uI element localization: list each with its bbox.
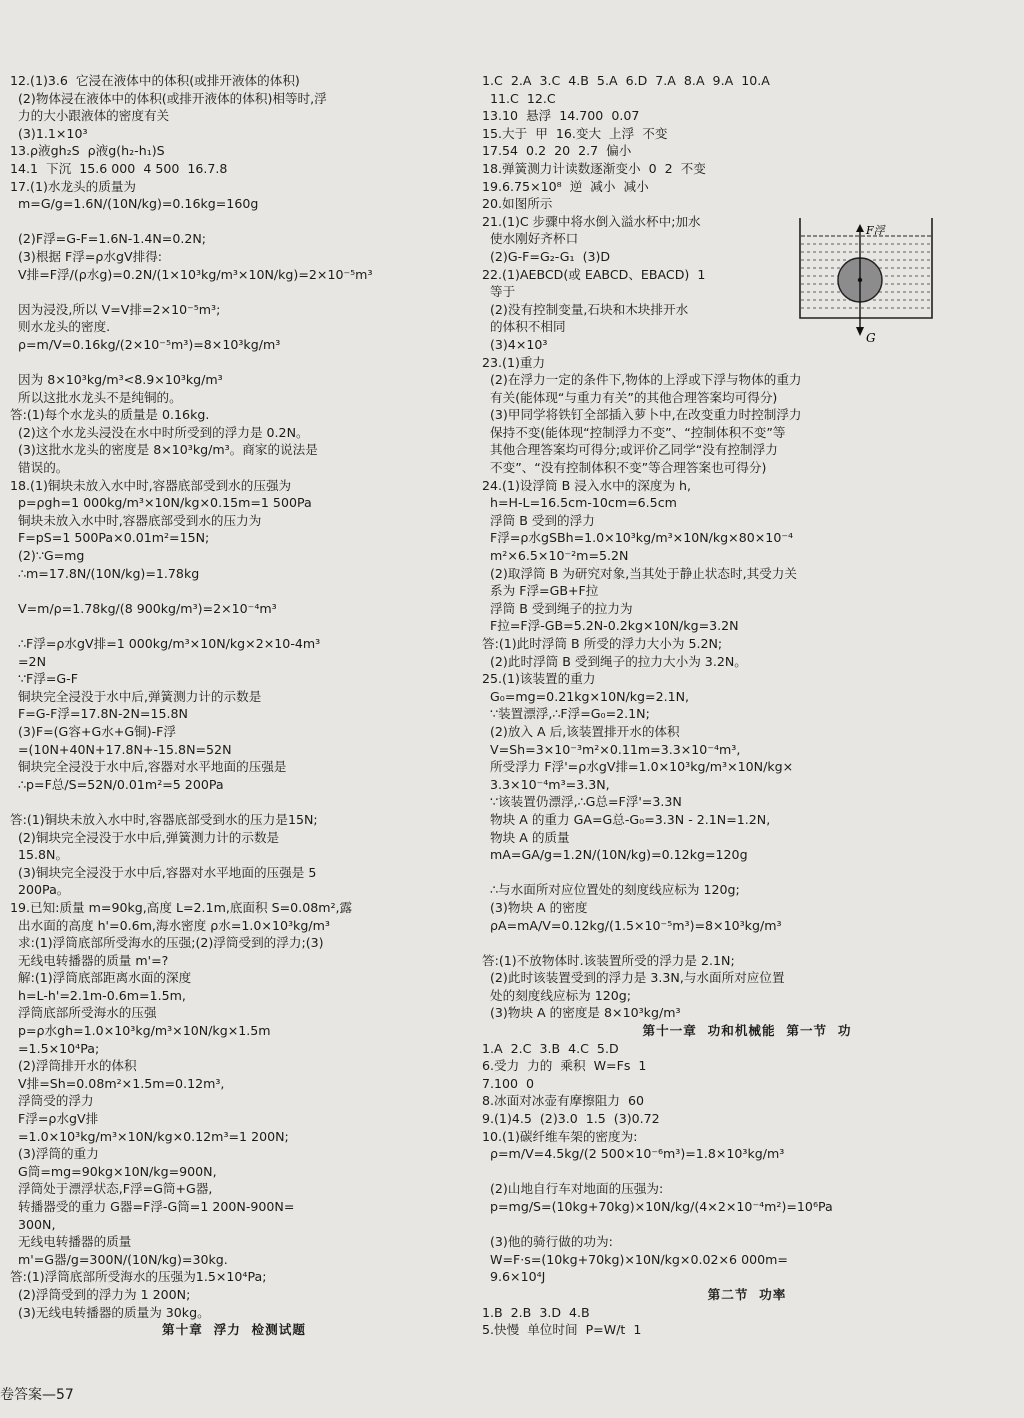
right-answer-line: (3)物块 A 的密度是 8×10³kg/m³: [482, 1005, 681, 1021]
right-answer-line: 9.6×10⁴J: [482, 1269, 546, 1285]
left-answer-line: [10, 793, 458, 811]
left-answer-line: (2)铜块完全浸没于水中后,弹簧测力计的示数是: [10, 829, 280, 845]
left-answer-line: 15.8N。: [10, 847, 69, 863]
left-answer-line: 浮筒底部所受海水的压强: [10, 1005, 157, 1021]
right-answer-line: (3)甲同学将铁钉全部插入萝卜中,在改变重力时控制浮力: [482, 407, 802, 423]
left-answer-line: 13.ρ液gh₂S ρ液g(h₂-h₁)S: [10, 143, 165, 159]
left-answer-line: F浮=ρ水gV排: [10, 1111, 99, 1127]
gravity-arrowhead: [856, 327, 864, 336]
right-answer-line: p=mg/S=(10kg+70kg)×10N/kg/(4×2×10⁻⁴m²)=10⁶Pa: [482, 1199, 833, 1214]
right-answer-line: (2)在浮力一定的条件下,物体的上浮或下浮与物体的重力: [482, 372, 802, 388]
right-answer-line: 浮筒 B 受到绳子的拉力为: [482, 600, 633, 616]
left-answer-line: 14.1 下沉 15.6 000 4 500 16.7.8: [10, 160, 228, 176]
left-answer-line: 无线电转播器的质量: [10, 1234, 132, 1250]
right-answer-line: V=Sh=3×10⁻³m²×0.11m=3.3×10⁻⁴m³,: [482, 741, 741, 757]
right-answer-line: 19.6.75×10⁸ 逆 减小 减小: [482, 178, 649, 194]
left-answer-line: ∴m=17.8N/(10N/kg)=1.78kg: [10, 565, 200, 581]
right-answer-line: 11.C 12.C: [482, 90, 556, 106]
right-answer-line: (2)此时该装置受到的浮力是 3.3N,与水面所对应位置: [482, 970, 785, 986]
right-answer-line: (2)取浮筒 B 为研究对象,当其处于静止状态时,其受力关: [482, 565, 797, 581]
left-answer-line: 出水面的高度 h'=0.6m,海水密度 ρ水=1.0×10³kg/m³: [10, 917, 330, 933]
right-answer-line: 使水刚好齐杯口: [482, 231, 579, 247]
left-answer-line: (2)∵G=mg: [10, 548, 85, 564]
left-answer-line: 求:(1)浮筒底部所受海水的压强;(2)浮筒受到的浮力;(3): [10, 935, 324, 951]
left-answer-line: 第十章 浮力 检测试题: [162, 1322, 306, 1338]
right-answer-line: (2)放入 A 后,该装置排开水的体积: [482, 723, 680, 739]
right-answer-line: 1.B 2.B 3.D 4.B: [482, 1304, 590, 1320]
right-answer-line: G₀=mg=0.21kg×10N/kg=2.1N,: [482, 688, 690, 704]
left-answer-line: V排=Sh=0.08m²×1.5m=0.12m³,: [10, 1075, 225, 1091]
left-answer-line: ∴F浮=ρ水gV排=1 000kg/m³×10N/kg×2×10-4m³: [10, 636, 321, 651]
left-answer-line: 解:(1)浮筒底部距离水面的深度: [10, 970, 192, 986]
left-answer-line: F=G-F浮=17.8N-2N=15.8N: [10, 706, 188, 722]
right-answer-line: [482, 864, 1012, 882]
left-answer-line: F=pS=1 500Pa×0.01m²=15N;: [10, 530, 210, 546]
buoyant-force-arrowhead: [856, 224, 864, 232]
left-answer-line: p=ρgh=1 000kg/m³×10N/kg×0.15m=1 500Pa: [10, 495, 312, 511]
left-answer-line: (2)F浮=G-F=1.6N-1.4N=0.2N;: [10, 231, 207, 247]
right-answer-line: 所受浮力 F浮'=ρ水gV排=1.0×10³kg/m³×10N/kg×: [482, 759, 794, 775]
left-answer-line: 300N,: [10, 1216, 56, 1232]
left-answer-line: 浮筒受的浮力: [10, 1093, 94, 1109]
left-answer-column: [10, 72, 458, 1339]
right-answer-line: 8.冰面对冰壶有摩擦阻力 60: [482, 1093, 644, 1109]
right-answer-line: ∵该装置仍漂浮,∴G总=F浮'=3.3N: [482, 794, 682, 810]
left-answer-line: 19.已知:质量 m=90kg,高度 L=2.1m,底面积 S=0.08m²,露: [10, 899, 353, 915]
right-answer-line: 系为 F浮=GB+F拉: [482, 583, 599, 599]
right-answer-line: 1.C 2.A 3.C 4.B 5.A 6.D 7.A 8.A 9.A 10.A: [482, 73, 770, 88]
left-answer-line: 无线电转播器的质量 m'=?: [10, 952, 169, 968]
right-answer-line: 5.快慢 单位时间 P=W/t 1: [482, 1322, 642, 1338]
right-answer-line: 7.100 0: [482, 1075, 535, 1091]
left-answer-line: [10, 213, 458, 231]
left-answer-line: 答:(1)每个水龙头的质量是 0.16kg.: [10, 407, 210, 423]
left-answer-line: 答:(1)浮筒底部所受海水的压强为1.5×10⁴Pa;: [10, 1269, 267, 1285]
left-answer-line: 铜块完全浸没于水中后,容器对水平地面的压强是: [10, 759, 287, 775]
right-answer-line: (3)物块 A 的密度: [482, 899, 588, 915]
left-answer-line: 12.(1)3.6 它浸在液体中的体积(或排开液体的体积): [10, 73, 300, 88]
right-answer-line: 浮筒 B 受到的浮力: [482, 512, 595, 528]
right-answer-line: F浮=ρ水gSBh=1.0×10³kg/m³×10N/kg×80×10⁻⁴: [482, 530, 794, 546]
buoyant-force-label: F浮: [866, 224, 885, 237]
left-answer-line: 所以这批水龙头不是纯铜的。: [10, 389, 182, 405]
left-answer-line: 浮筒处于漂浮状态,F浮=G筒+G器,: [10, 1181, 213, 1197]
left-answer-line: (3)根据 F浮=ρ水gV排得:: [10, 248, 163, 264]
right-answer-line: 第十一章 功和机械能 第一节 功: [642, 1023, 852, 1039]
page-footer: 卷答案—57: [0, 1387, 74, 1403]
right-answer-line: ∵装置漂浮,∴F浮=G₀=2.1N;: [482, 706, 650, 722]
right-answer-line: mA=GA/g=1.2N/(10N/kg)=0.12kg=120g: [482, 847, 748, 863]
left-answer-line: =1.5×10⁴Pa;: [10, 1040, 100, 1056]
left-answer-line: V=m/ρ=1.78kg/(8 900kg/m³)=2×10⁻⁴m³: [10, 600, 277, 616]
right-answer-line: 有关(能体现“与重力有关”的其他合理答案均可得分): [482, 389, 778, 405]
left-answer-line: 错误的。: [10, 460, 69, 476]
left-answer-line: (3)无线电转播器的质量为 30kg。: [10, 1304, 210, 1320]
left-answer-line: 力的大小跟液体的密度有关: [10, 108, 170, 124]
right-answer-line: [482, 1216, 1012, 1234]
left-answer-line: [10, 617, 458, 635]
right-answer-line: 物块 A 的重力 GA=G总-G₀=3.3N - 2.1N=1.2N,: [482, 811, 771, 827]
right-answer-line: [482, 934, 1012, 952]
left-answer-line: 则水龙头的密度.: [10, 319, 111, 335]
left-answer-line: =(10N+40N+17.8N+-15.8N=52N: [10, 741, 232, 757]
right-answer-line: (3)4×10³: [482, 336, 548, 352]
right-answer-line: ρ=m/V=4.5kg/(2 500×10⁻⁶m³)=1.8×10³kg/m³: [482, 1146, 785, 1162]
right-answer-line: 其他合理答案均可得分;或评价乙同学“没有控制浮力: [482, 442, 778, 458]
right-answer-line: 答:(1)此时浮筒 B 所受的浮力大小为 5.2N;: [482, 636, 723, 651]
right-answer-line: 9.(1)4.5 (2)3.0 1.5 (3)0.72: [482, 1111, 660, 1127]
left-answer-line: (2)浮筒排开水的体积: [10, 1058, 137, 1074]
left-answer-line: 铜块完全浸没于水中后,弹簧测力计的示数是: [10, 688, 262, 704]
right-answer-line: 10.(1)碳纤维车架的密度为:: [482, 1128, 638, 1144]
left-answer-line: 铜块未放入水中时,容器底部受到水的压力为: [10, 512, 262, 528]
right-answer-line: 18.弹簧测力计读数逐渐变小 0 2 不变: [482, 160, 706, 176]
left-answer-line: G筒=mg=90kg×10N/kg=900N,: [10, 1163, 217, 1179]
right-answer-line: 20.如图所示: [482, 196, 553, 212]
right-answer-line: 保持不变(能体现“控制浮力不变”、“控制体积不变”等: [482, 424, 786, 440]
left-answer-line: m'=G器/g=300N/(10N/kg)=30kg.: [10, 1251, 228, 1267]
left-answer-line: V排=F浮/(ρ水g)=0.2N/(1×10³kg/m³×10N/kg)=2×10⁻⁵m³: [10, 266, 373, 282]
left-answer-line: [10, 283, 458, 301]
left-answer-line: (3)浮筒的重力: [10, 1146, 99, 1162]
right-answer-line: ∴与水面所对应位置处的刻度线应标为 120g;: [482, 882, 740, 898]
right-answer-line: 15.大于 甲 16.变大 上浮 不变: [482, 125, 668, 141]
right-answer-line: ρA=mA/V=0.12kg/(1.5×10⁻⁵m³)=8×10³kg/m³: [482, 917, 782, 933]
right-answer-line: (3)他的骑行做的功为:: [482, 1234, 613, 1250]
right-answer-line: [482, 1163, 1012, 1181]
left-answer-line: (3)这批水龙头的密度是 8×10³kg/m³。商家的说法是: [10, 442, 318, 458]
left-answer-line: 17.(1)水龙头的质量为: [10, 178, 137, 194]
right-answer-line: 3.3×10⁻⁴m³=3.3N,: [482, 776, 610, 792]
right-answer-line: 物块 A 的质量: [482, 829, 570, 845]
right-answer-line: 1.A 2.C 3.B 4.C 5.D: [482, 1040, 619, 1056]
left-answer-line: 因为 8×10³kg/m³<8.9×10³kg/m³: [10, 372, 223, 388]
left-answer-line: ∵F浮=G-F: [10, 671, 78, 687]
right-answer-line: (2)山地自行车对地面的压强为:: [482, 1181, 664, 1197]
right-answer-line: (2)G-F=G₂-G₁ (3)D: [482, 248, 611, 264]
right-answer-line: 等于: [482, 284, 516, 300]
left-answer-line: p=ρ水gh=1.0×10³kg/m³×10N/kg×1.5m: [10, 1023, 271, 1039]
right-answer-line: 17.54 0.2 20 2.7 偏小: [482, 143, 632, 159]
buoyancy-diagram: [796, 218, 936, 348]
left-answer-line: ρ=m/V=0.16kg/(2×10⁻⁵m³)=8×10³kg/m³: [10, 336, 281, 352]
left-answer-line: (3)F=(G容+G水+G铜)-F浮: [10, 723, 177, 739]
left-answer-line: m=G/g=1.6N/(10N/kg)=0.16kg=160g: [10, 196, 259, 212]
right-answer-line: F拉=F浮-GB=5.2N-0.2kg×10N/kg=3.2N: [482, 618, 739, 634]
left-answer-line: (3)1.1×10³: [10, 125, 88, 141]
left-answer-line: (2)物体浸在液体中的体积(或排开液体的体积)相等时,浮: [10, 90, 327, 106]
right-answer-line: 22.(1)AEBCD(或 EABCD、EBACD) 1: [482, 266, 706, 282]
left-answer-line: [10, 582, 458, 600]
gravity-label: G: [866, 331, 876, 345]
right-answer-line: h=H-L=16.5cm-10cm=6.5cm: [482, 495, 677, 511]
left-answer-line: 200Pa。: [10, 882, 70, 898]
left-answer-line: ∴p=F总/S=52N/0.01m²=5 200Pa: [10, 776, 224, 792]
left-answer-line: 转播器受的重力 G器=F浮-G筒=1 200N-900N=: [10, 1199, 295, 1214]
left-answer-line: 答:(1)铜块未放入水中时,容器底部受到水的压力是15N;: [10, 811, 318, 827]
right-answer-line: 24.(1)设浮筒 B 浸入水中的深度为 h,: [482, 477, 692, 493]
left-answer-line: =2N: [10, 653, 46, 669]
right-answer-line: 13.10 悬浮 14.700 0.07: [482, 108, 640, 124]
right-answer-line: 的体积不相同: [482, 319, 566, 335]
right-answer-line: 答:(1)不放物体时.该装置所受的浮力是 2.1N;: [482, 952, 735, 968]
right-answer-line: 6.受力 力的 乘积 W=Fs 1: [482, 1058, 647, 1074]
left-answer-line: 因为浸没,所以 V=V排=2×10⁻⁵m³;: [10, 301, 221, 317]
left-answer-line: 18.(1)铜块未放入水中时,容器底部受到水的压强为: [10, 477, 292, 493]
left-answer-line: =1.0×10³kg/m³×10N/kg×0.12m³=1 200N;: [10, 1128, 289, 1144]
left-answer-line: (2)浮筒受到的浮力为 1 200N;: [10, 1286, 191, 1302]
left-answer-line: [10, 354, 458, 372]
right-answer-line: 23.(1)重力: [482, 354, 546, 370]
right-answer-line: 第二节 功率: [707, 1286, 787, 1302]
right-answer-line: m²×6.5×10⁻²m=5.2N: [482, 548, 629, 564]
left-answer-line: (3)铜块完全浸没于水中后,容器对水平地面的压强是 5: [10, 864, 317, 880]
right-answer-line: (2)没有控制变量,石块和木块排开水: [482, 301, 689, 317]
right-answer-line: 处的刻度线应标为 120g;: [482, 987, 632, 1003]
right-answer-line: 25.(1)该装置的重力: [482, 671, 596, 687]
right-answer-line: 21.(1)C 步骤中将水倒入溢水杯中;加水: [482, 213, 701, 229]
left-answer-line: (2)这个水龙头浸没在水中时所受到的浮力是 0.2N。: [10, 424, 309, 440]
left-answer-line: h=L-h'=2.1m-0.6m=1.5m,: [10, 987, 186, 1003]
right-answer-line: W=F·s=(10kg+70kg)×10N/kg×0.02×6 000m=: [482, 1251, 788, 1267]
right-answer-line: 不变”、“没有控制体积不变”等合理答案也可得分): [482, 460, 767, 476]
right-answer-line: (2)此时浮筒 B 受到绳子的拉力大小为 3.2N。: [482, 653, 747, 669]
